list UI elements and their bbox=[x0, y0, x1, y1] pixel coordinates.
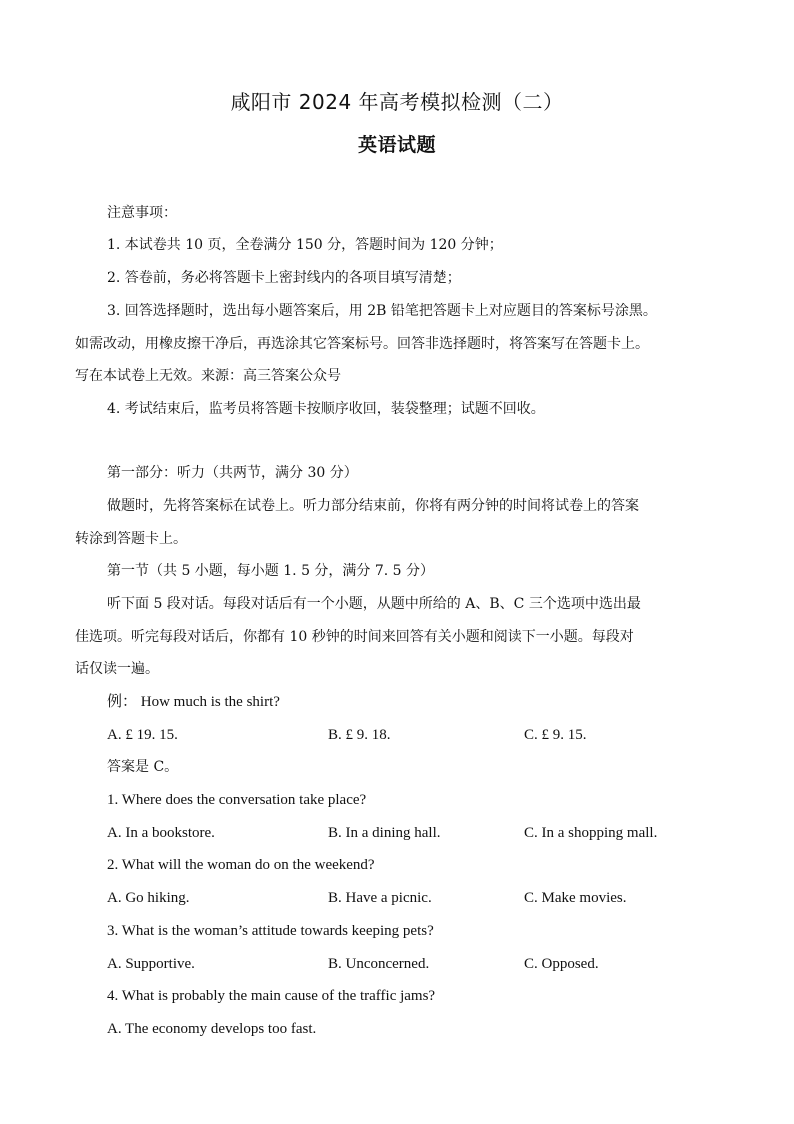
section1-line-1: 听下面 5 段对话。每段对话后有一个小题，从题中所给的 A、B、C 三个选项中选出最 bbox=[107, 596, 641, 612]
question-3-option-b: B. Unconcerned. bbox=[328, 956, 430, 972]
section1-line-3: 话仅读一遍。 bbox=[75, 661, 159, 677]
notice-item-4: 4. 考试结束后，监考员将答题卡按顺序收回，装袋整理；试题不回收。 bbox=[107, 401, 545, 417]
question-3-option-c: C. Opposed. bbox=[524, 956, 599, 972]
question-1-option-c: C. In a shopping mall. bbox=[524, 825, 658, 841]
notice-item-2: 2. 答卷前，务必将答题卡上密封线内的各项目填写清楚； bbox=[107, 270, 461, 286]
notice-item-1: 1. 本试卷共 10 页，全卷满分 150 分，答题时间为 120 分钟； bbox=[107, 237, 503, 253]
notice-item-3-line-1: 3. 回答选择题时，选出每小题答案后，用 2B 铅笔把答题卡上对应题目的答案标号涂黑。 bbox=[107, 303, 657, 319]
question-4: 4. What is probably the main cause of the traffic jams? bbox=[107, 988, 436, 1004]
question-1-option-a: A. In a bookstore. bbox=[107, 825, 215, 841]
example-option-b: B. £ 9. 18. bbox=[328, 727, 391, 743]
question-2-option-b: B. Have a picnic. bbox=[328, 890, 432, 906]
notice-item-3-line-2: 如需改动，用橡皮擦干净后，再选涂其它答案标号。回答非选择题时，将答案写在答题卡上。 bbox=[75, 336, 649, 352]
part1-intro-line-1: 做题时，先将答案标在试卷上。听力部分结束前，你将有两分钟的时间将试卷上的答案 bbox=[107, 498, 639, 514]
notice-item-3-line-3: 写在本试卷上无效。来源：高三答案公众号 bbox=[75, 368, 341, 384]
exam-title: 咸阳市 2024 年高考模拟检测（二） bbox=[230, 90, 564, 114]
question-2-option-c: C. Make movies. bbox=[524, 890, 627, 906]
part1-heading: 第一部分：听力（共两节，满分 30 分） bbox=[107, 465, 358, 481]
part1-intro-line-2: 转涂到答题卡上。 bbox=[75, 531, 187, 547]
example-question: 例： How much is the shirt? bbox=[107, 694, 280, 710]
question-1: 1. Where does the conversation take place? bbox=[107, 792, 367, 808]
example-option-c: C. £ 9. 15. bbox=[524, 727, 587, 743]
question-1-option-b: B. In a dining hall. bbox=[328, 825, 441, 841]
example-answer: 答案是 C。 bbox=[107, 759, 179, 775]
question-2-option-a: A. Go hiking. bbox=[107, 890, 190, 906]
question-3-option-a: A. Supportive. bbox=[107, 956, 195, 972]
notice-heading: 注意事项： bbox=[107, 205, 177, 221]
question-3: 3. What is the woman’s attitude towards keeping pets? bbox=[107, 923, 434, 939]
exam-subject: 英语试题 bbox=[357, 134, 436, 156]
question-4-option-a: A. The economy develops too fast. bbox=[107, 1021, 317, 1037]
example-option-a: A. £ 19. 15. bbox=[107, 727, 178, 743]
section1-line-2: 佳选项。听完每段对话后，你都有 10 秒钟的时间来回答有关小题和阅读下一小题。每段对 bbox=[75, 629, 634, 645]
section1-heading: 第一节（共 5 小题，每小题 1. 5 分，满分 7. 5 分） bbox=[107, 563, 435, 579]
question-2: 2. What will the woman do on the weekend? bbox=[107, 857, 375, 873]
